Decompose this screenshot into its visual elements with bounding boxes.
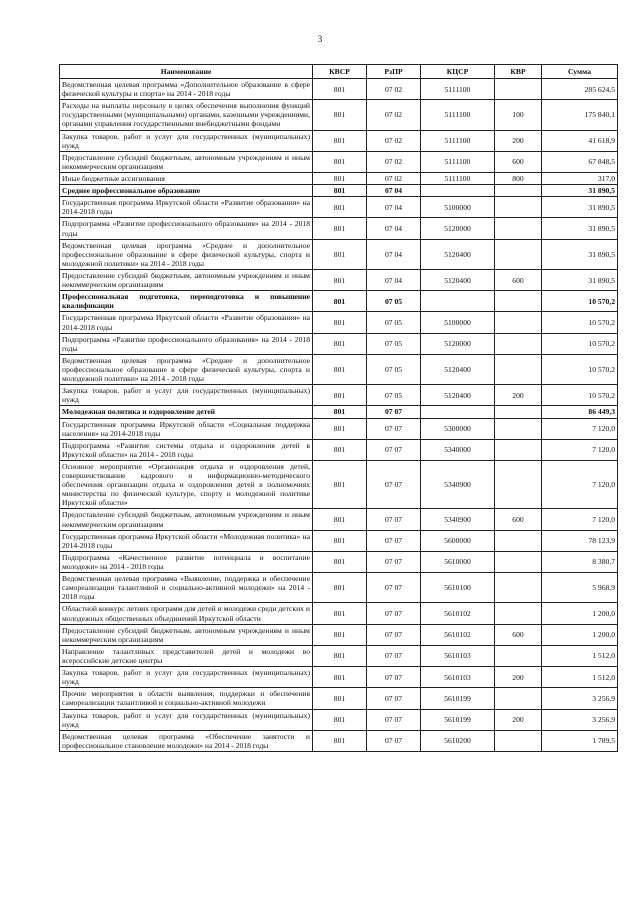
cell-kcsr: 5340900 xyxy=(421,509,495,530)
cell-sum: 8 380,7 xyxy=(542,551,618,572)
cell-kvsr: 801 xyxy=(313,333,367,354)
cell-rzpr: 07 07 xyxy=(367,460,421,509)
cell-rzpr: 07 07 xyxy=(367,603,421,624)
cell-rzpr: 07 07 xyxy=(367,709,421,730)
cell-kvsr: 801 xyxy=(313,406,367,418)
cell-rzpr: 07 07 xyxy=(367,688,421,709)
table-row xyxy=(60,730,618,751)
table-row xyxy=(60,530,618,551)
cell-kcsr xyxy=(421,185,495,197)
cell-kvsr: 801 xyxy=(313,709,367,730)
cell-sum: 1 200,0 xyxy=(542,624,618,645)
cell-kvsr: 801 xyxy=(313,439,367,460)
table-row xyxy=(60,667,618,688)
cell-kvr xyxy=(495,218,542,239)
cell-sum: 1 200,0 xyxy=(542,603,618,624)
cell-kcsr: 5120400 xyxy=(421,354,495,384)
cell-kvr: 100 xyxy=(495,100,542,130)
cell-name: Ведомственная целевая программа «Обеспечение занятости и профессиональное становление молодежи» на 2014 - 2018 годы xyxy=(60,730,313,751)
header-kcsr: КЦСР xyxy=(421,65,495,79)
cell-kcsr xyxy=(421,291,495,312)
cell-kvr: 200 xyxy=(495,667,542,688)
cell-kcsr: 5120000 xyxy=(421,333,495,354)
cell-name: Государственная программа Иркутской области «Социальная поддержка населения» на 2014-2018 годы xyxy=(60,418,313,439)
cell-kvsr: 801 xyxy=(313,645,367,666)
table-row xyxy=(60,333,618,354)
cell-kvsr: 801 xyxy=(313,530,367,551)
cell-kvr xyxy=(495,197,542,218)
cell-kvr xyxy=(495,460,542,509)
cell-sum: 31 890,5 xyxy=(542,218,618,239)
cell-kcsr: 5340900 xyxy=(421,460,495,509)
cell-sum: 41 618,9 xyxy=(542,130,618,151)
cell-name: Государственная программа Иркутской области «Развитие образования» на 2014-2018 годы xyxy=(60,197,313,218)
cell-kcsr: 5610000 xyxy=(421,551,495,572)
cell-kcsr: 5610103 xyxy=(421,645,495,666)
header-sum: Сумма xyxy=(542,65,618,79)
cell-sum: 7 120,0 xyxy=(542,439,618,460)
cell-sum: 3 256,9 xyxy=(542,709,618,730)
cell-kvsr: 801 xyxy=(313,197,367,218)
cell-kcsr xyxy=(421,406,495,418)
cell-sum: 175 840,1 xyxy=(542,100,618,130)
cell-kvr: 600 xyxy=(495,269,542,290)
table-row xyxy=(60,509,618,530)
cell-kcsr: 5111100 xyxy=(421,130,495,151)
table-row xyxy=(60,239,618,269)
cell-rzpr: 07 07 xyxy=(367,667,421,688)
cell-kcsr: 5100000 xyxy=(421,197,495,218)
cell-sum: 31 890,5 xyxy=(542,197,618,218)
cell-kvsr: 801 xyxy=(313,239,367,269)
table-row xyxy=(60,312,618,333)
cell-name: Закупка товаров, работ и услуг для государственных (муниципальных) нужд xyxy=(60,709,313,730)
cell-kvsr: 801 xyxy=(313,172,367,184)
cell-name: Ведомственная целевая программа «Выявление, поддержка и обеспечение самореализации талантливой и социально-активной молодежи» на 2014 - 2018 годы xyxy=(60,573,313,603)
cell-rzpr: 07 05 xyxy=(367,385,421,406)
table-row xyxy=(60,100,618,130)
cell-kcsr: 5300000 xyxy=(421,418,495,439)
cell-kvr: 800 xyxy=(495,172,542,184)
cell-kvr xyxy=(495,645,542,666)
cell-kvsr: 801 xyxy=(313,130,367,151)
cell-name: Государственная программа Иркутской области «Молодежная политика» на 2014-2018 годы xyxy=(60,530,313,551)
table-row xyxy=(60,624,618,645)
cell-kcsr: 5111100 xyxy=(421,100,495,130)
cell-rzpr: 07 05 xyxy=(367,291,421,312)
table-row xyxy=(60,709,618,730)
table-header-row xyxy=(60,65,618,79)
cell-kvr xyxy=(495,551,542,572)
cell-kcsr: 5111100 xyxy=(421,79,495,100)
cell-name: Закупка товаров, работ и услуг для государственных (муниципальных) нужд xyxy=(60,667,313,688)
cell-kvr xyxy=(495,354,542,384)
cell-name: Молодежная политика и оздоровление детей xyxy=(60,406,313,418)
cell-kvsr: 801 xyxy=(313,551,367,572)
cell-name: Расходы на выплаты персоналу в целях обеспечения выполнения функций государственными (муниципальными) органами, казенными учреждениями, органами управления государственными внебюджетными фондами xyxy=(60,100,313,130)
cell-kcsr: 5100000 xyxy=(421,312,495,333)
table-row xyxy=(60,418,618,439)
cell-rzpr: 07 07 xyxy=(367,573,421,603)
table-row xyxy=(60,385,618,406)
cell-sum: 67 848,5 xyxy=(542,151,618,172)
cell-rzpr: 07 02 xyxy=(367,130,421,151)
cell-sum: 1 512,0 xyxy=(542,667,618,688)
cell-rzpr: 07 04 xyxy=(367,185,421,197)
cell-kvr xyxy=(495,439,542,460)
cell-name: Подпрограмма «Качественное развитие потенциала и воспитание молодежи» на 2014 - 2018 годы xyxy=(60,551,313,572)
table-row xyxy=(60,573,618,603)
table-row xyxy=(60,603,618,624)
cell-sum: 7 120,0 xyxy=(542,418,618,439)
cell-kcsr: 5610199 xyxy=(421,688,495,709)
cell-kcsr: 5610200 xyxy=(421,730,495,751)
cell-kvsr: 801 xyxy=(313,667,367,688)
table-row xyxy=(60,460,618,509)
cell-sum: 78 123,9 xyxy=(542,530,618,551)
cell-name: Государственная программа Иркутской области «Развитие образования» на 2014-2018 годы xyxy=(60,312,313,333)
cell-rzpr: 07 07 xyxy=(367,530,421,551)
cell-name: Подпрограмма «Развитие профессионального образования» на 2014 - 2018 годы xyxy=(60,333,313,354)
cell-kvr xyxy=(495,239,542,269)
cell-rzpr: 07 04 xyxy=(367,218,421,239)
cell-name: Ведомственная целевая программа «Среднее и дополнительное профессиональное образование в сфере физической культуры, спорта и молодежной политики» на 2014 - 2018 годы xyxy=(60,239,313,269)
header-kvr: КВР xyxy=(495,65,542,79)
table-row xyxy=(60,688,618,709)
cell-name: Предоставление субсидий бюджетным, автономным учреждениям и иным некоммерческим организациям xyxy=(60,509,313,530)
cell-sum: 10 570,2 xyxy=(542,312,618,333)
cell-kvr xyxy=(495,418,542,439)
table-row xyxy=(60,645,618,666)
cell-kvsr: 801 xyxy=(313,312,367,333)
header-kvsr: КВСР xyxy=(313,65,367,79)
cell-sum: 31 890,5 xyxy=(542,269,618,290)
cell-kvr xyxy=(495,312,542,333)
cell-kvsr: 801 xyxy=(313,385,367,406)
cell-sum: 10 570,2 xyxy=(542,291,618,312)
header-name: Наименование xyxy=(60,65,313,79)
cell-name: Основное мероприятие «Организация отдыха и оздоровления детей, совершенствование кадрового и информационно-методического обеспечения организации отдыха и оздоровления детей в полномочиях министерства по физической культуре, спорту и молодежной политике Иркутской области» xyxy=(60,460,313,509)
table-row xyxy=(60,551,618,572)
cell-sum: 10 570,2 xyxy=(542,354,618,384)
cell-sum: 86 449,3 xyxy=(542,406,618,418)
cell-kvsr: 801 xyxy=(313,100,367,130)
cell-kcsr: 5340000 xyxy=(421,439,495,460)
table-row xyxy=(60,218,618,239)
table-row xyxy=(60,185,618,197)
cell-rzpr: 07 07 xyxy=(367,551,421,572)
cell-kvr: 600 xyxy=(495,509,542,530)
cell-name: Предоставление субсидий бюджетным, автономным учреждениям и иным некоммерческим организациям xyxy=(60,151,313,172)
table-row xyxy=(60,406,618,418)
cell-kvr xyxy=(495,79,542,100)
cell-name: Иные бюджетные ассигнования xyxy=(60,172,313,184)
cell-sum: 1 789,5 xyxy=(542,730,618,751)
table-row xyxy=(60,439,618,460)
cell-kvsr: 801 xyxy=(313,218,367,239)
cell-sum: 7 120,0 xyxy=(542,460,618,509)
cell-kvsr: 801 xyxy=(313,269,367,290)
table-row xyxy=(60,79,618,100)
page-number: 3 xyxy=(317,34,323,44)
cell-kvsr: 801 xyxy=(313,151,367,172)
cell-kcsr: 5600000 xyxy=(421,530,495,551)
cell-rzpr: 07 05 xyxy=(367,333,421,354)
cell-rzpr: 07 07 xyxy=(367,730,421,751)
cell-kvsr: 801 xyxy=(313,730,367,751)
cell-kcsr: 5120400 xyxy=(421,239,495,269)
cell-kvr xyxy=(495,573,542,603)
cell-kvr: 200 xyxy=(495,385,542,406)
cell-rzpr: 07 02 xyxy=(367,100,421,130)
cell-kcsr: 5120400 xyxy=(421,269,495,290)
cell-kcsr: 5610102 xyxy=(421,603,495,624)
cell-name: Предоставление субсидий бюджетным, автономным учреждениям и иным некоммерческим организациям xyxy=(60,269,313,290)
cell-kvsr: 801 xyxy=(313,573,367,603)
cell-sum: 31 890,5 xyxy=(542,239,618,269)
cell-name: Ведомственная целевая программа «Среднее и дополнительное профессиональное образование в сфере физической культуры, спорта и молодежной политики» на 2014 - 2018 годы xyxy=(60,354,313,384)
cell-kvsr: 801 xyxy=(313,688,367,709)
table-row xyxy=(60,269,618,290)
cell-sum: 5 968,9 xyxy=(542,573,618,603)
cell-name: Подпрограмма «Развитие системы отдыха и оздоровления детей в Иркутской области» на 2014 - 2018 годы xyxy=(60,439,313,460)
cell-kvsr: 801 xyxy=(313,603,367,624)
table-row xyxy=(60,172,618,184)
cell-kvr xyxy=(495,688,542,709)
cell-rzpr: 07 04 xyxy=(367,269,421,290)
cell-name: Предоставление субсидий бюджетным, автономным учреждениям и иным некоммерческим организациям xyxy=(60,624,313,645)
cell-kvr xyxy=(495,185,542,197)
cell-name: Закупка товаров, работ и услуг для государственных (муниципальных) нужд xyxy=(60,385,313,406)
cell-rzpr: 07 05 xyxy=(367,354,421,384)
cell-rzpr: 07 07 xyxy=(367,418,421,439)
cell-kvsr: 801 xyxy=(313,460,367,509)
table-row xyxy=(60,291,618,312)
cell-kvr xyxy=(495,730,542,751)
cell-kvsr: 801 xyxy=(313,418,367,439)
cell-name: Областной конкурс летних программ для детей и молодежи среди детских и молодежных общественных объединений Иркутской области xyxy=(60,603,313,624)
cell-kvr xyxy=(495,603,542,624)
cell-rzpr: 07 07 xyxy=(367,509,421,530)
table-body xyxy=(60,79,618,752)
cell-rzpr: 07 02 xyxy=(367,172,421,184)
cell-kvsr: 801 xyxy=(313,291,367,312)
cell-kvr: 200 xyxy=(495,130,542,151)
cell-rzpr: 07 07 xyxy=(367,624,421,645)
cell-kcsr: 5610103 xyxy=(421,667,495,688)
cell-rzpr: 07 07 xyxy=(367,406,421,418)
table-row xyxy=(60,354,618,384)
cell-kcsr: 5111100 xyxy=(421,151,495,172)
cell-rzpr: 07 05 xyxy=(367,312,421,333)
cell-kvsr: 801 xyxy=(313,185,367,197)
cell-kvr: 600 xyxy=(495,624,542,645)
cell-kvr xyxy=(495,333,542,354)
cell-rzpr: 07 04 xyxy=(367,239,421,269)
cell-kvr: 200 xyxy=(495,709,542,730)
cell-name: Профессиональная подготовка, переподготовка и повышение квалификации xyxy=(60,291,313,312)
cell-kvsr: 801 xyxy=(313,509,367,530)
cell-kvsr: 801 xyxy=(313,79,367,100)
cell-kvr: 600 xyxy=(495,151,542,172)
cell-sum: 10 570,2 xyxy=(542,385,618,406)
cell-sum: 3 256,9 xyxy=(542,688,618,709)
cell-kvr xyxy=(495,291,542,312)
cell-kcsr: 5610100 xyxy=(421,573,495,603)
cell-name: Прочие мероприятия в области выявления, поддержки и обеспечения самореализации талантливой и социально-активной молодежи xyxy=(60,688,313,709)
cell-rzpr: 07 07 xyxy=(367,645,421,666)
cell-name: Ведомственная целевая программа «Дополнительное образование в сфере физической культуры и спорта» на 2014 - 2018 годы xyxy=(60,79,313,100)
table-row xyxy=(60,130,618,151)
cell-rzpr: 07 02 xyxy=(367,151,421,172)
cell-name: Подпрограмма «Развитие профессионального образования» на 2014 - 2018 годы xyxy=(60,218,313,239)
cell-name: Закупка товаров, работ и услуг для государственных (муниципальных) нужд xyxy=(60,130,313,151)
cell-rzpr: 07 02 xyxy=(367,79,421,100)
cell-kvsr: 801 xyxy=(313,624,367,645)
cell-kcsr: 5111100 xyxy=(421,172,495,184)
cell-kcsr: 5120400 xyxy=(421,385,495,406)
budget-table xyxy=(59,64,618,752)
cell-name: Направление талантливых представителей детей и молодежи во всероссийские детские центры xyxy=(60,645,313,666)
cell-name: Среднее профессиональное образование xyxy=(60,185,313,197)
cell-kcsr: 5610199 xyxy=(421,709,495,730)
cell-sum: 1 512,0 xyxy=(542,645,618,666)
cell-sum: 7 120,0 xyxy=(542,509,618,530)
cell-sum: 285 624,5 xyxy=(542,79,618,100)
cell-sum: 31 890,5 xyxy=(542,185,618,197)
cell-kvr xyxy=(495,530,542,551)
cell-kcsr: 5120000 xyxy=(421,218,495,239)
cell-sum: 317,0 xyxy=(542,172,618,184)
cell-rzpr: 07 04 xyxy=(367,197,421,218)
cell-sum: 10 570,2 xyxy=(542,333,618,354)
table-row xyxy=(60,151,618,172)
cell-kcsr: 5610102 xyxy=(421,624,495,645)
cell-rzpr: 07 07 xyxy=(367,439,421,460)
cell-kvsr: 801 xyxy=(313,354,367,384)
header-rzpr: РзПР xyxy=(367,65,421,79)
cell-kvr xyxy=(495,406,542,418)
table-row xyxy=(60,197,618,218)
